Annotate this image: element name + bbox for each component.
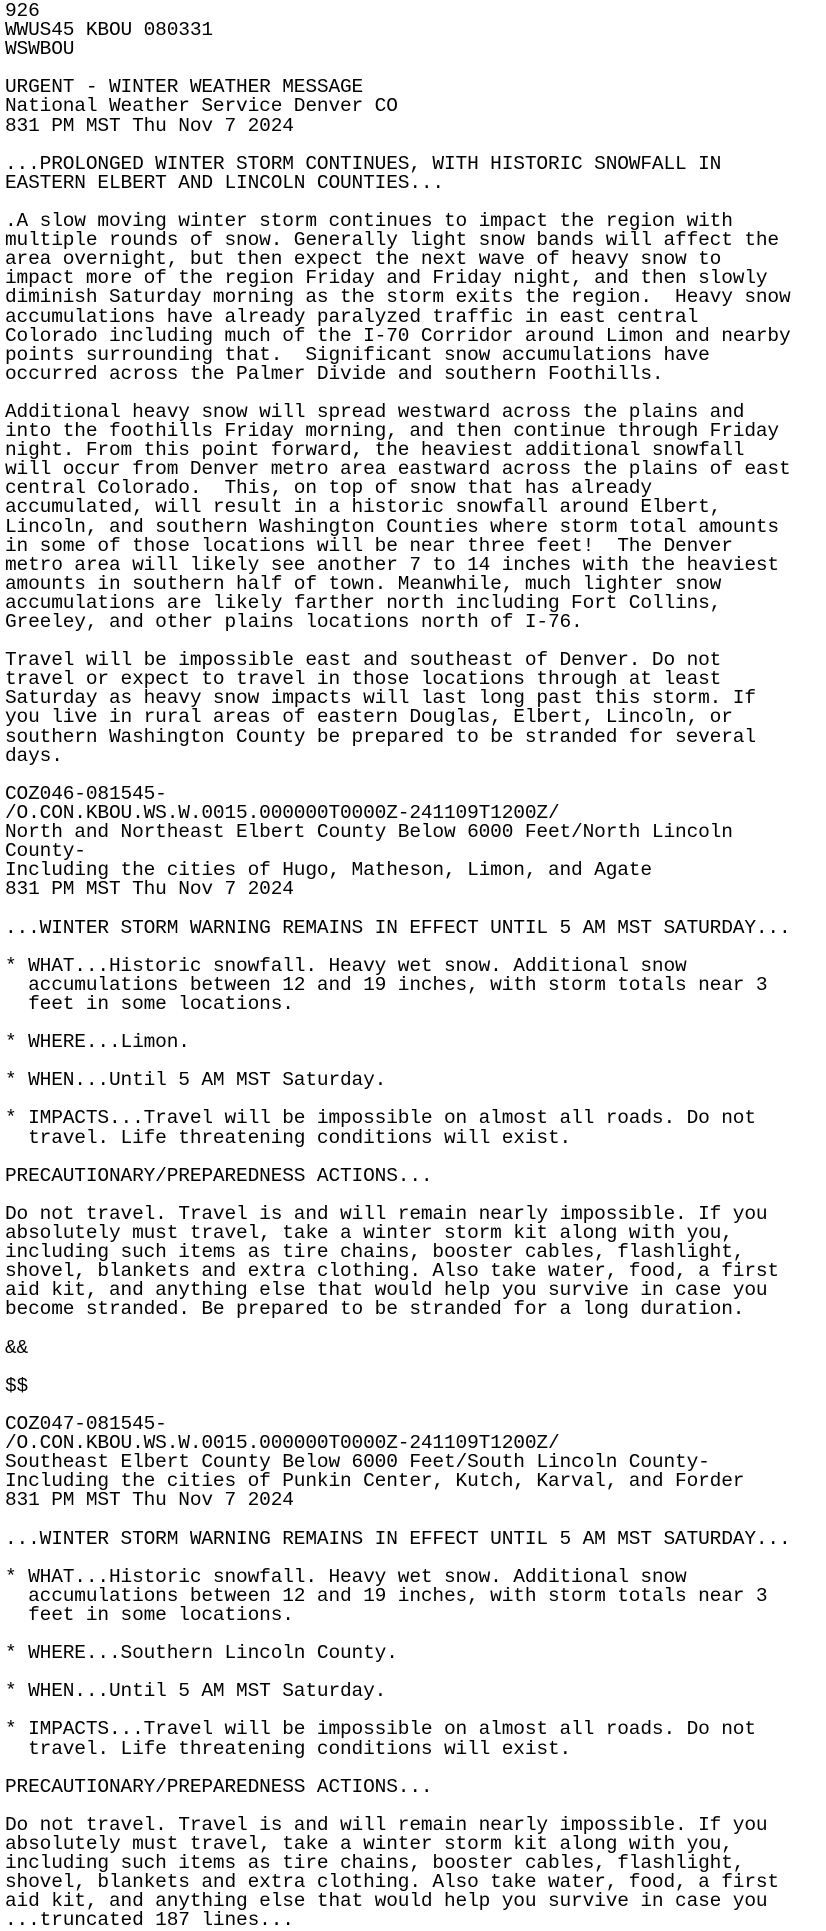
bulletin-text: 926 WWUS45 KBOU 080331 WSWBOU URGENT - WINTER WEATHER MESSAGE National Weather Service Denver CO 831 PM MST Thu Nov 7 2024 ...PROLONGED WINTER STORM CONTINUES, WITH HISTORIC SNOWFALL IN EASTERN ELBERT AND LINCOLN COUNTIES... .A slow moving winter storm continues to impact the region with multiple rounds of snow. Generally light snow bands will affect the area overnight, but then expect the next wave of heavy snow to impact more of the region Friday and Friday night, and then slowly diminish Saturday morning as the storm exits the region. Heavy snow accumulations have already paralyzed traffic in east central Colorado including much of the I-70 Corridor around Limon and nearby points surrounding that. Significant snow accumulations have occurred across the Palmer Divide and southern Foothills. Additional heavy snow will spread westward across the plains and into the foothills Friday morning, and then continue through Friday night. From this point forward, the heaviest additional snowfall will occur from Denver metro area eastward across the plains of east central Colorado. This, on top of snow that has already accumulated, will result in a historic snowfall around Elbert, Lincoln, and southern Washington Counties where storm total amounts in some of those locations will be near three feet! The Denver metro area will likely see another 7 to 14 inches with the heaviest amounts in southern half of town. Meanwhile, much lighter snow accumulations are likely farther north including Fort Collins, Greeley, and other plains locations north of I-76. Travel will be impossible east and southeast of Denver. Do not travel or expect to travel in those locations through at least Saturday as heavy snow impacts will last long past this storm. If you live in rural areas of eastern Douglas, Elbert, Lincoln, or southern Washington County be prepared to be stranded for several days. COZ046-081545- /O.CON.KBOU.WS.W.0015.000000T0000Z-241109T1200Z/ North and Northeast Elbert County Below 6000 Feet/North Lincoln County- Including the cities of Hugo, Matheson, Limon, and Agate 831 PM MST Thu Nov 7 2024 ...WINTER STORM WARNING REMAINS IN EFFECT UNTIL 5 AM MST SATURDAY... * WHAT...Historic snowfall. Heavy wet snow. Additional snow accumulations between 12 and 19 inches, with storm totals near 3 feet in some locations. * WHERE...Limon. * WHEN...Until 5 AM MST Saturday. * IMPACTS...Travel will be impossible on almost all roads. Do not travel. Life threatening conditions will exist. PRECAUTIONARY/PREPAREDNESS ACTIONS... Do not travel. Travel is and will remain nearly impossible. If you absolutely must travel, take a winter storm kit along with you, including such items as tire chains, booster cables, flashlight, shovel, blankets and extra clothing. Also take water, food, a first aid kit, and anything else that would help you survive in case you become stranded. Be prepared to be stranded for a long duration. && $$ COZ047-081545- /O.CON.KBOU.WS.W.0015.000000T0000Z-241109T1200Z/ Southeast Elbert County Below 6000 Feet/South Lincoln County- Including the cities of Punkin Center, Kutch, Karval, and Forder 831 PM MST Thu Nov 7 2024 ...WINTER STORM WARNING REMAINS IN EFFECT UNTIL 5 AM MST SATURDAY... * WHAT...Historic snowfall. Heavy wet snow. Additional snow accumulations between 12 and 19 inches, with storm totals near 3 feet in some locations. * WHERE...Southern Lincoln County. * WHEN...Until 5 AM MST Saturday. * IMPACTS...Travel will be impossible on almost all roads. Do not travel. Life threatening conditions will exist. PRECAUTIONARY/PREPAREDNESS ACTIONS... Do not travel. Travel is and will remain nearly impossible. If you absolutely must travel, take a winter storm kit along with you, including such items as tire chains, booster cables, flashlight, shovel, blankets and extra clothing. Also take water, food, a first aid kit, and anything else that would help you survive in case you ...truncated 187 lines...: [5, 0, 791, 1931]
